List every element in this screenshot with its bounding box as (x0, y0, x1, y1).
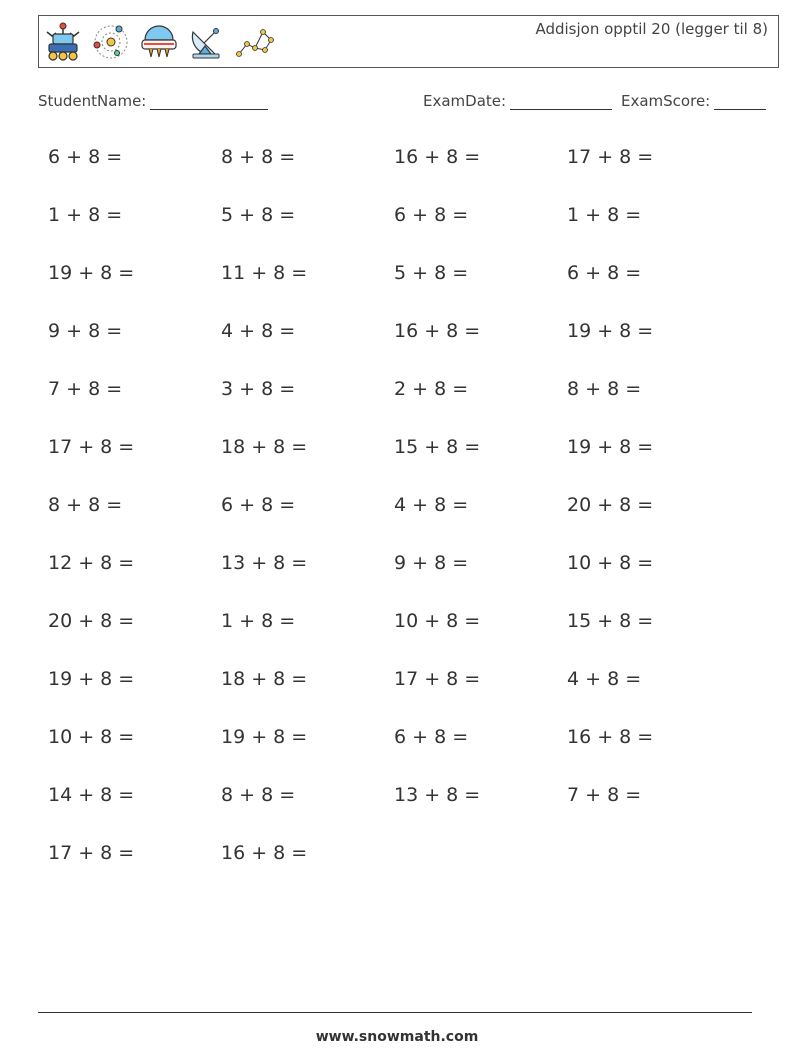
student-name-field[interactable] (38, 92, 268, 110)
problem-item: 17 + 8 = (48, 436, 135, 458)
student-name-label: StudentName: (38, 92, 147, 110)
problem-item: 10 + 8 = (394, 610, 481, 632)
problem-item: 5 + 8 = (221, 204, 296, 226)
exam-date-blank[interactable] (510, 93, 612, 110)
problem-item: 1 + 8 = (221, 610, 296, 632)
problem-item: 4 + 8 = (567, 668, 642, 690)
problem-item: 7 + 8 = (48, 378, 123, 400)
problem-item: 20 + 8 = (567, 494, 654, 516)
problem-item: 14 + 8 = (48, 784, 135, 806)
problem-item: 6 + 8 = (48, 146, 123, 168)
worksheet-title: Addisjon opptil 20 (legger til 8) (535, 20, 768, 38)
problem-item: 16 + 8 = (221, 842, 308, 864)
problem-item: 1 + 8 = (48, 204, 123, 226)
problem-item: 18 + 8 = (221, 668, 308, 690)
student-name-blank[interactable] (150, 93, 268, 110)
exam-date-label: ExamDate: (423, 92, 507, 110)
problem-item: 19 + 8 = (48, 262, 135, 284)
ufo-spaceship-icon (137, 20, 181, 64)
satellite-dish-icon (185, 20, 229, 64)
exam-score-blank[interactable] (714, 93, 766, 110)
problem-item: 15 + 8 = (394, 436, 481, 458)
constellation-icon (233, 20, 277, 64)
problem-item: 13 + 8 = (394, 784, 481, 806)
problem-item: 8 + 8 = (567, 378, 642, 400)
problem-item: 6 + 8 = (221, 494, 296, 516)
problem-item: 10 + 8 = (567, 552, 654, 574)
problem-item: 8 + 8 = (221, 784, 296, 806)
problem-item: 15 + 8 = (567, 610, 654, 632)
problem-item: 19 + 8 = (567, 320, 654, 342)
problem-item: 19 + 8 = (48, 668, 135, 690)
problem-item: 9 + 8 = (394, 552, 469, 574)
problem-item: 2 + 8 = (394, 378, 469, 400)
robot-rover-icon (41, 20, 85, 64)
problem-item: 8 + 8 = (48, 494, 123, 516)
problem-item: 13 + 8 = (221, 552, 308, 574)
problem-item: 18 + 8 = (221, 436, 308, 458)
problem-item: 12 + 8 = (48, 552, 135, 574)
problem-item: 10 + 8 = (48, 726, 135, 748)
footer-website: www.snowmath.com (315, 1029, 479, 1045)
problem-item: 6 + 8 = (567, 262, 642, 284)
problem-item: 3 + 8 = (221, 378, 296, 400)
problem-item: 16 + 8 = (567, 726, 654, 748)
problem-item: 19 + 8 = (221, 726, 308, 748)
problem-item: 7 + 8 = (567, 784, 642, 806)
problem-item: 4 + 8 = (394, 494, 469, 516)
problem-item: 9 + 8 = (48, 320, 123, 342)
problem-item: 4 + 8 = (221, 320, 296, 342)
problem-item: 17 + 8 = (394, 668, 481, 690)
problem-item: 16 + 8 = (394, 146, 481, 168)
solar-system-icon (89, 20, 133, 64)
problem-item: 19 + 8 = (567, 436, 654, 458)
exam-date-field[interactable] (423, 92, 612, 110)
problem-item: 6 + 8 = (394, 726, 469, 748)
problem-item: 17 + 8 = (567, 146, 654, 168)
exam-score-field[interactable] (621, 92, 766, 110)
problem-item: 6 + 8 = (394, 204, 469, 226)
problem-item: 8 + 8 = (221, 146, 296, 168)
problem-item: 16 + 8 = (394, 320, 481, 342)
worksheet-header (38, 15, 779, 68)
exam-score-label: ExamScore: (621, 92, 711, 110)
problem-item: 20 + 8 = (48, 610, 135, 632)
problem-item: 11 + 8 = (221, 262, 308, 284)
header-icons (41, 20, 277, 64)
problem-item: 17 + 8 = (48, 842, 135, 864)
problem-item: 1 + 8 = (567, 204, 642, 226)
problem-item: 5 + 8 = (394, 262, 469, 284)
footer-divider (38, 1012, 752, 1013)
student-info-row (38, 92, 771, 114)
